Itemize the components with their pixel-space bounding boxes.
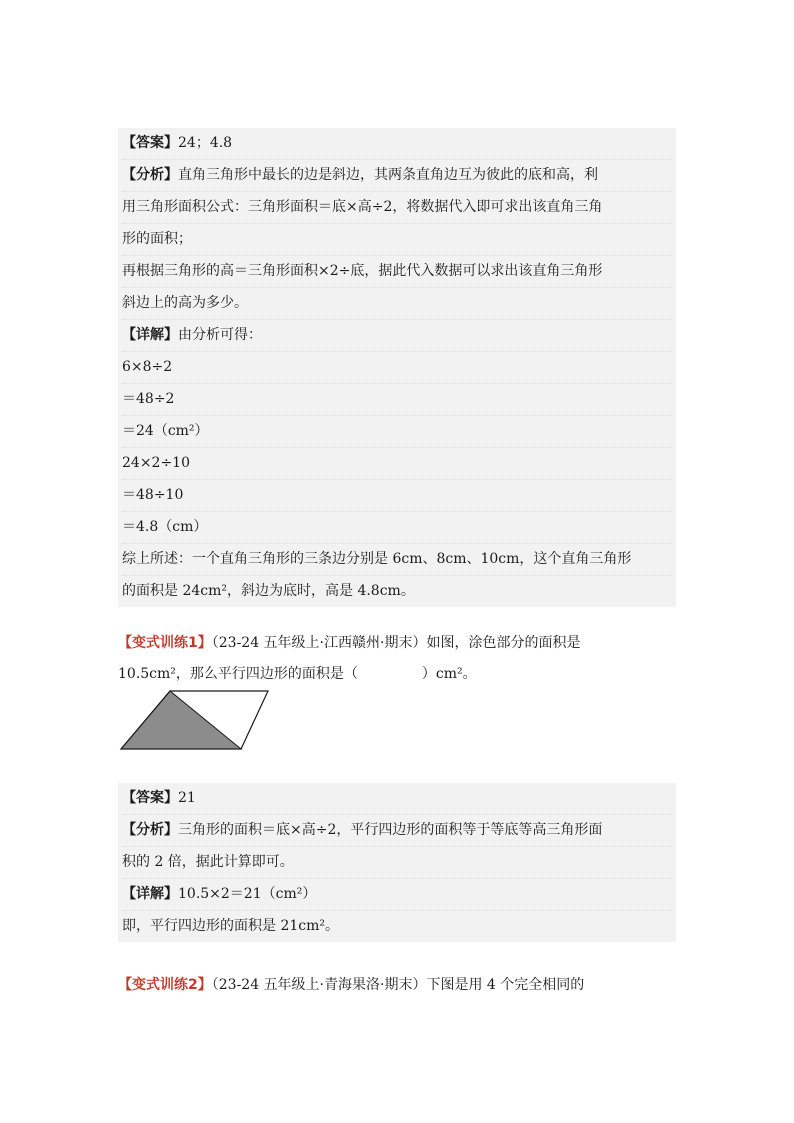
answer-line: 【答案】24；4.8 xyxy=(122,128,672,160)
question-line: 【变式训练2】（23-24 五年级上·青海果洛·期末）下图是用 4 个完全相同的 xyxy=(118,977,585,993)
question-tag: 【变式训练1】 xyxy=(118,635,212,651)
answer-block-1 xyxy=(118,128,676,607)
calc-line: ＝4.8（cm） xyxy=(122,512,672,544)
detail-line: 【详解】10.5×2＝21（cm²） xyxy=(122,879,672,911)
question-tag: 【变式训练2】 xyxy=(118,977,212,993)
question-line: 【变式训练1】（23-24 五年级上·江西赣州·期末）如图，涂色部分的面积是 xyxy=(118,635,581,651)
calc-line: ＝48÷10 xyxy=(122,480,672,512)
analysis-line: 形的面积； xyxy=(122,224,672,256)
summary-line: 的面积是 24cm²，斜边为底时，高是 4.8cm。 xyxy=(122,583,415,599)
parallelogram-figure xyxy=(118,688,272,752)
calc-line: ＝24（cm²） xyxy=(122,416,672,448)
question-line: 10.5cm²，那么平行四边形的面积是（ ）cm²。 xyxy=(118,666,477,682)
summary-line: 综上所述：一个直角三角形的三条边分别是 6cm、8cm、10cm，这个直角三角形 xyxy=(122,544,672,576)
analysis-line: 【分析】直角三角形中最长的边是斜边，其两条直角边互为彼此的底和高，利 xyxy=(122,160,672,192)
calc-line: 6×8÷2 xyxy=(122,352,672,384)
calc-line: ＝48÷2 xyxy=(122,384,672,416)
analysis-line: 再根据三角形的高＝三角形面积×2÷底，据此代入数据可以求出该直角三角形 xyxy=(122,256,672,288)
answer-block-2 xyxy=(118,783,676,942)
analysis-line: 积的 2 倍，据此计算即可。 xyxy=(122,847,672,879)
shaded-triangle xyxy=(121,691,241,749)
question-1 xyxy=(118,628,678,690)
analysis-line: 用三角形面积公式：三角形面积＝底×高÷2，将数据代入即可求出该直角三角 xyxy=(122,192,672,224)
analysis-line: 斜边上的高为多少。 xyxy=(122,288,672,320)
question-2 xyxy=(118,970,678,1001)
answer-line: 【答案】21 xyxy=(122,783,672,815)
detail-line: 【详解】由分析可得： xyxy=(122,320,672,352)
calc-line: 24×2÷10 xyxy=(122,448,672,480)
analysis-line: 【分析】三角形的面积＝底×高÷2，平行四边形的面积等于等底等高三角形面 xyxy=(122,815,672,847)
summary-line: 即，平行四边形的面积是 21cm²。 xyxy=(122,918,339,934)
